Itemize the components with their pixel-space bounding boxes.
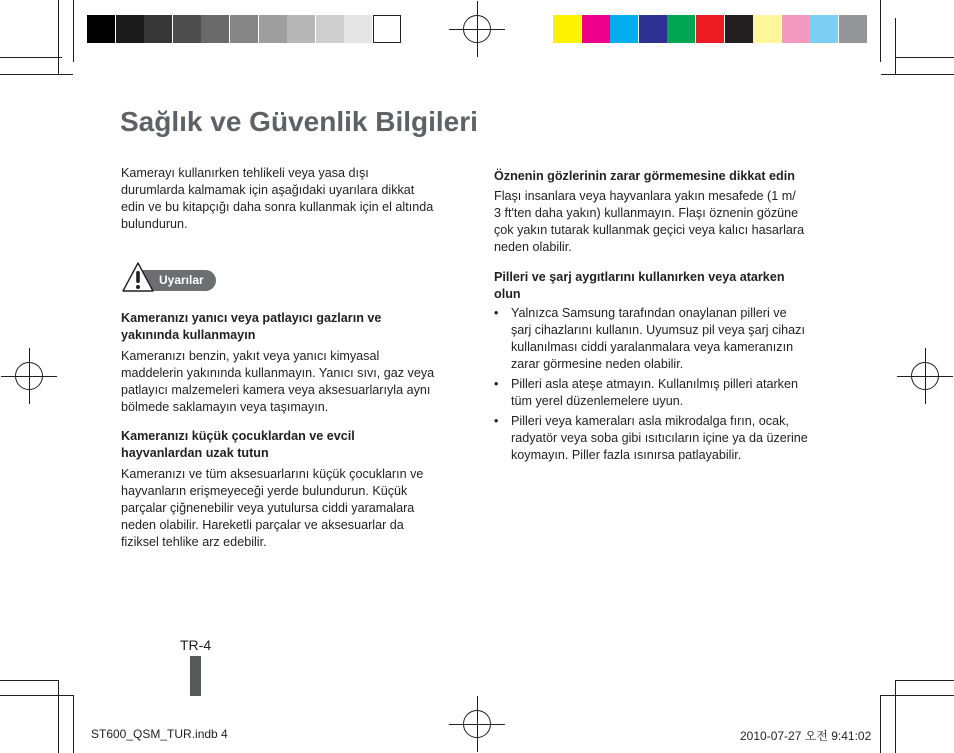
section-body: Kameranızı benzin, yakıt veya yanıcı kimyasal maddelerin yakınında kullanmayın. Yanıcı sıvı, gaz veya patlayıcı malzemeleri kamera veya aksesuarlarıyla aynı bölmede saklamayın veya taşımayın. <box>121 349 435 414</box>
crop-mark <box>880 695 954 696</box>
crop-mark <box>0 695 73 696</box>
color-swatch <box>839 15 867 43</box>
color-swatch <box>753 15 781 43</box>
color-swatch <box>667 15 695 43</box>
gray-swatch <box>201 15 229 43</box>
color-swatch <box>782 15 810 43</box>
crop-mark <box>58 680 59 753</box>
color-swatch <box>725 15 753 43</box>
color-swatch <box>639 15 667 43</box>
section-body: Flaşı insanlara veya hayvanlara yakın mesafede (1 m/ 3 ft'ten daha yakın) kullanmayın. Flaşı öznenin gözüne çok yakın tutarak kullanmak geçici veya kalıcı hasarlara neden olabilir. <box>494 189 805 254</box>
gray-swatch <box>116 15 144 43</box>
warning-triangle-icon <box>121 261 155 293</box>
gray-swatch <box>316 15 344 43</box>
section-heading: Kameranızı küçük çocuklardan ve evcil hayvanlardan uzak tutun <box>121 429 355 460</box>
page-number: TR-4 <box>180 637 212 653</box>
crop-mark <box>58 0 59 75</box>
list-item: • Pilleri asla ateşe atmayın. Kullanılmış pilleri atarken tüm yerel düzenlemelere uyun. <box>494 376 839 410</box>
section-heading: Kameranızı yanıcı veya patlayıcı gazların ve yakınında kullanmayın <box>121 311 382 342</box>
crop-mark <box>895 18 896 75</box>
color-swatch <box>553 15 581 43</box>
crop-mark <box>881 74 954 75</box>
intro-line: bulundurun. <box>121 217 188 231</box>
gray-swatch <box>144 15 172 43</box>
intro-line: durumlarda kalmamak için aşağıdaki uyarılara dikkat <box>121 183 415 197</box>
list-item: • Pilleri veya kameraları asla mikrodalga fırın, ocak, radyatör veya soba gibi ısıtıcıların içine ya da üzerine koymayın. Piller fazla ısınırsa patlayabilir. <box>494 413 839 464</box>
gray-swatch <box>230 15 258 43</box>
page-title: Sağlık ve Güvenlik Bilgileri <box>120 106 478 137</box>
page-tab-bar <box>190 656 201 696</box>
crop-mark <box>0 57 62 58</box>
crop-mark <box>73 0 74 62</box>
crop-mark <box>0 74 73 75</box>
gray-swatch <box>87 15 115 43</box>
intro-text <box>121 165 466 233</box>
battery-bullets <box>494 305 839 467</box>
section-heading: Pilleri ve şarj aygıtlarını kullanırken veya atarken olun <box>494 270 785 301</box>
section-body: Kameranızı ve tüm aksesuarlarını küçük çocukların ve hayvanların erişmeyeceği yerde bulundurun. Küçük parçalar çiğnenebilir veya yutulursa ciddi yaramalara neden olabilir. Hareketli parçalar ve aksesuarlar da fiziksel tehlike arz edebilir. <box>121 467 424 549</box>
gray-swatch <box>259 15 287 43</box>
color-swatch <box>610 15 638 43</box>
gray-swatch <box>287 15 315 43</box>
warnings-label: Uyarılar <box>143 270 216 291</box>
color-swatch <box>582 15 610 43</box>
crop-mark <box>895 57 954 58</box>
list-item: • Yalnızca Samsung tarafından onaylanan pilleri ve şarj cihazlarını kullanın. Uyumsuz pil veya şarj cihazı kullanılması ciddi yaralanmalara veya kameranızın zarar görmesine neden olabilir. <box>494 305 839 373</box>
crop-mark <box>895 680 896 753</box>
gray-swatch <box>373 15 401 43</box>
footer-file: ST600_QSM_TUR.indb 4 <box>91 727 228 741</box>
crop-mark <box>0 680 58 681</box>
crop-mark <box>895 680 954 681</box>
crop-mark <box>880 0 881 62</box>
color-swatch <box>810 15 838 43</box>
intro-line: edin ve bu kitapçığı daha sonra kullanmak için el altında <box>121 200 434 214</box>
gray-swatch <box>173 15 201 43</box>
footer-timestamp: 2010-07-27 오전 9:41:02 <box>740 729 872 743</box>
section-heading: Öznenin gözlerinin zarar görmemesine dikkat edin <box>494 169 795 183</box>
color-swatch <box>696 15 724 43</box>
gray-swatch <box>344 15 372 43</box>
crop-mark <box>880 695 881 753</box>
crop-mark <box>73 695 74 753</box>
intro-line: Kamerayı kullanırken tehlikeli veya yasa dışı <box>121 166 369 180</box>
